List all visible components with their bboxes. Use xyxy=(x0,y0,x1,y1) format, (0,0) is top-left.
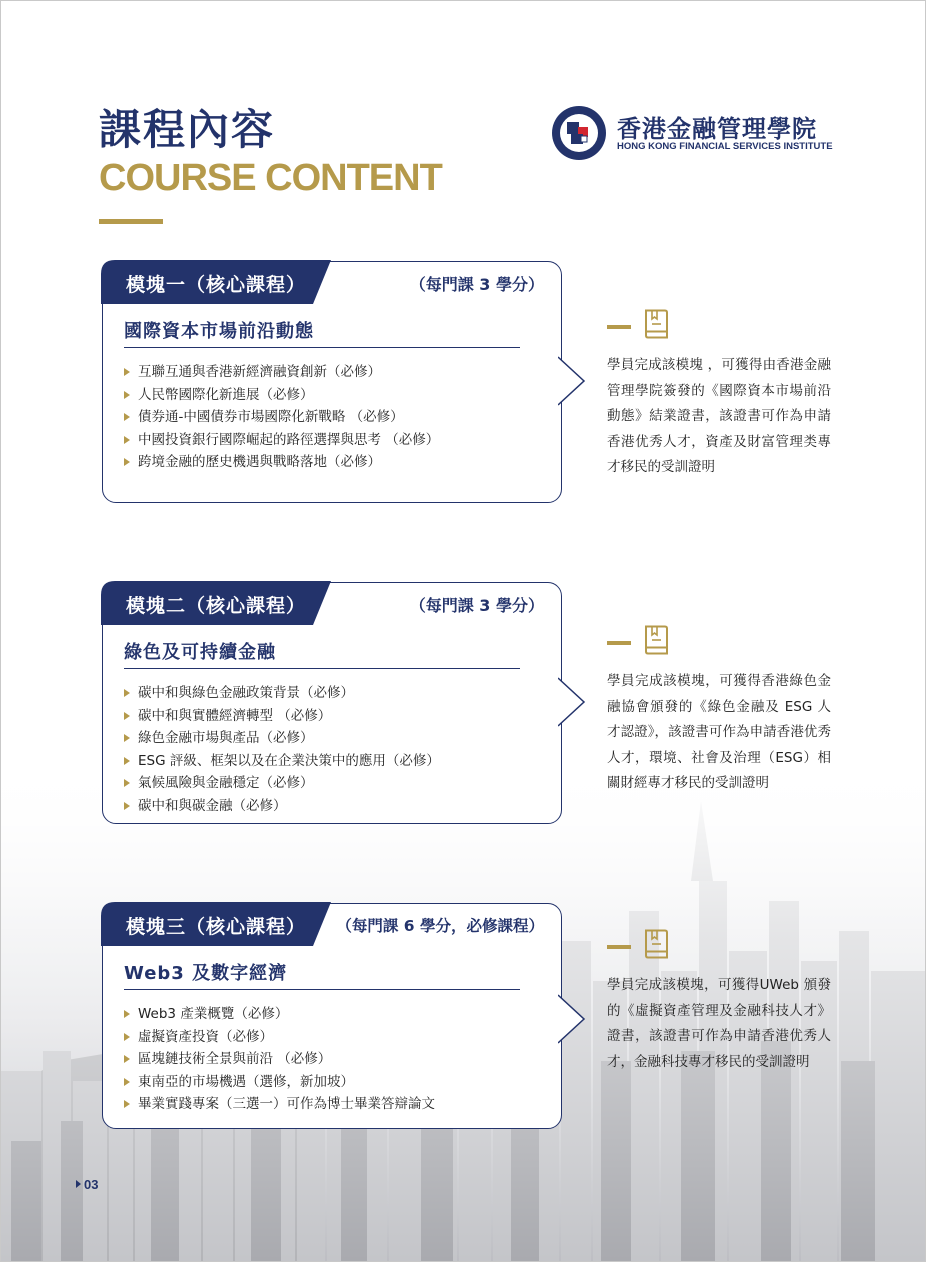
bullet-triangle-icon xyxy=(124,391,130,399)
list-item: 畢業實踐專案（三選一）可作為博士畢業答辯論文 xyxy=(124,1093,435,1116)
bullet-triangle-icon xyxy=(124,436,130,444)
list-item: 人民幣國際化新進展（必修） xyxy=(124,384,439,407)
list-item: 互聯互通與香港新經濟融資創新（必修） xyxy=(124,361,439,384)
box-pointer xyxy=(558,989,590,1049)
bullet-triangle-icon xyxy=(124,1078,130,1086)
divider xyxy=(124,668,520,669)
list-item: 東南亞的市場機遇（選修，新加坡） xyxy=(124,1071,435,1094)
bullet-triangle-icon xyxy=(124,458,130,466)
list-item: Web3 產業概覽（必修） xyxy=(124,1003,435,1026)
title-underline xyxy=(99,219,163,224)
course-list xyxy=(124,1003,435,1116)
list-item: 碳中和與碳金融（必修） xyxy=(124,795,440,818)
module-credits: （每門課 3 學分） xyxy=(409,596,544,615)
gold-dash xyxy=(607,325,631,329)
module-credits: （每門課 6 學分，必修課程） xyxy=(336,917,544,935)
certificate-description: 學員完成該模塊 ，可獲得由香港金融管理學院簽發的《國際資本市場前沿動態》結業證書，該證書可作為申請香港优秀人才，資產及財富管理类專才移民的受訓證明 xyxy=(607,357,831,475)
module-subtitle: Web3 及數字經濟 xyxy=(124,963,288,984)
bullet-triangle-icon xyxy=(124,1010,130,1018)
gold-dash xyxy=(607,945,631,949)
page-arrow-icon xyxy=(76,1180,81,1188)
bullet-triangle-icon xyxy=(124,689,130,697)
list-item: 中國投資銀行國際崛起的路徑選擇與思考 （必修） xyxy=(124,429,439,452)
page-title: 課程內容 xyxy=(99,105,276,154)
certificate-description: 學員完成該模塊，可獲得香港綠色金融協會頒發的《綠色金融及 ESG 人才認證》，該證書可作為申請香港优秀人才，環境、社會及治理（ESG）相關財經專才移民的受訓證明 xyxy=(607,673,831,791)
box-pointer xyxy=(558,351,590,411)
module-credits: （每門課 3 學分） xyxy=(409,275,544,294)
module-tab-label: 模塊二（核心課程） xyxy=(126,595,307,617)
course-list xyxy=(124,361,439,474)
list-item: ESG 評級、框架以及在企業決策中的應用（必修） xyxy=(124,750,440,773)
book-icon xyxy=(643,625,669,655)
bullet-triangle-icon xyxy=(124,413,130,421)
certificate-description: 學員完成該模塊，可獲得UWeb 頒發的《虛擬資產管理及金融科技人才》證書，該證書可作為申請香港优秀人才，金融科技專才移民的受訓證明 xyxy=(607,977,831,1070)
page-title-english: COURSE CONTENT xyxy=(99,157,442,199)
institute-name-en: HONG KONG FINANCIAL SERVICES INSTITUTE xyxy=(617,141,833,152)
institute-name-cn: 香港金融管理學院 xyxy=(617,115,817,143)
bullet-triangle-icon xyxy=(124,1100,130,1108)
institute-logo xyxy=(551,105,831,161)
page-number: 03 xyxy=(76,1177,98,1192)
bullet-triangle-icon xyxy=(124,757,130,765)
bullet-triangle-icon xyxy=(124,368,130,376)
list-item: 碳中和與實體經濟轉型 （必修） xyxy=(124,705,440,728)
bullet-triangle-icon xyxy=(124,734,130,742)
divider xyxy=(124,989,520,990)
module-subtitle: 綠色及可持續金融 xyxy=(124,642,276,663)
book-icon xyxy=(643,309,669,339)
list-item: 跨境金融的歷史機遇與戰略落地（必修） xyxy=(124,451,439,474)
list-item: 虛擬資產投資（必修） xyxy=(124,1026,435,1049)
list-item: 綠色金融市場與產品（必修） xyxy=(124,727,440,750)
gold-dash xyxy=(607,641,631,645)
logo-seal-icon xyxy=(551,105,607,161)
module-tab-label: 模塊三（核心課程） xyxy=(126,916,307,938)
module-subtitle: 國際資本市場前沿動態 xyxy=(124,321,314,342)
list-item: 債券通-中國債券市場國際化新戰略 （必修） xyxy=(124,406,439,429)
list-item: 碳中和與綠色金融政策背景（必修） xyxy=(124,682,440,705)
bullet-triangle-icon xyxy=(124,1033,130,1041)
divider xyxy=(124,347,520,348)
list-item: 區塊鏈技術全景與前沿 （必修） xyxy=(124,1048,435,1071)
box-pointer xyxy=(558,672,590,732)
list-item: 氣候風險與金融穩定（必修） xyxy=(124,772,440,795)
book-icon xyxy=(643,929,669,959)
module-tab-label: 模塊一（核心課程） xyxy=(126,274,307,296)
bullet-triangle-icon xyxy=(124,1055,130,1063)
course-list xyxy=(124,682,440,818)
bullet-triangle-icon xyxy=(124,779,130,787)
bullet-triangle-icon xyxy=(124,802,130,810)
bullet-triangle-icon xyxy=(124,712,130,720)
